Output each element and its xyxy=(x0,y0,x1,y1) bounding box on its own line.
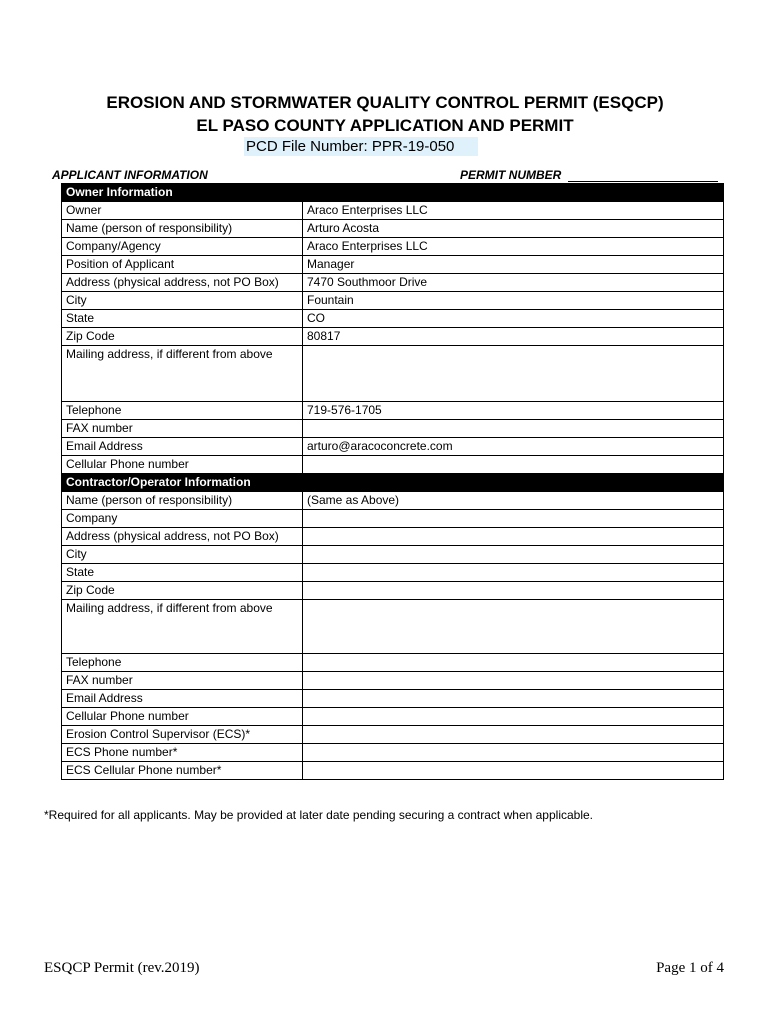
field-value[interactable] xyxy=(303,546,724,564)
field-label: Email Address xyxy=(62,438,303,456)
form-row xyxy=(62,744,724,762)
field-value[interactable] xyxy=(303,654,724,672)
field-value[interactable] xyxy=(303,510,724,528)
field-label: Address (physical address, not PO Box) xyxy=(62,274,303,292)
form-row xyxy=(62,328,724,346)
form-row xyxy=(62,346,724,402)
field-value[interactable] xyxy=(303,726,724,744)
footnote: *Required for all applicants. May be provided at later date pending securing a contract when applicable. xyxy=(44,808,593,822)
form-row xyxy=(62,456,724,474)
field-value[interactable] xyxy=(303,744,724,762)
section-header-row xyxy=(62,474,724,492)
field-label: Cellular Phone number xyxy=(62,708,303,726)
field-value[interactable]: 719-576-1705 xyxy=(303,402,724,420)
permit-number-field[interactable] xyxy=(568,181,718,182)
permit-number-label: PERMIT NUMBER xyxy=(460,168,562,182)
footer-page-number: Page 1 of 4 xyxy=(656,960,724,976)
form-row xyxy=(62,402,724,420)
field-label: Erosion Control Supervisor (ECS)* xyxy=(62,726,303,744)
field-value[interactable] xyxy=(303,564,724,582)
field-label: Zip Code xyxy=(62,582,303,600)
field-label: City xyxy=(62,292,303,310)
form-row xyxy=(62,238,724,256)
form-row xyxy=(62,672,724,690)
field-label: Mailing address, if different from above xyxy=(62,346,303,402)
form-row xyxy=(62,292,724,310)
field-value[interactable] xyxy=(303,582,724,600)
form-row xyxy=(62,256,724,274)
field-label: ECS Phone number* xyxy=(62,744,303,762)
field-value[interactable] xyxy=(303,672,724,690)
field-value[interactable]: Fountain xyxy=(303,292,724,310)
form-row xyxy=(62,762,724,780)
form-row xyxy=(62,492,724,510)
field-value[interactable]: arturo@aracoconcrete.com xyxy=(303,438,724,456)
field-value[interactable]: 80817 xyxy=(303,328,724,346)
form-row xyxy=(62,274,724,292)
contractor-section-header: Contractor/Operator Information xyxy=(62,474,724,492)
field-label: Name (person of responsibility) xyxy=(62,492,303,510)
pcd-file-number: PCD File Number: PPR-19-050 xyxy=(244,137,478,156)
field-value[interactable] xyxy=(303,600,724,654)
field-label: Address (physical address, not PO Box) xyxy=(62,528,303,546)
applicant-information-heading: APPLICANT INFORMATION xyxy=(52,168,208,182)
field-label: Email Address xyxy=(62,690,303,708)
form-row xyxy=(62,564,724,582)
field-label: FAX number xyxy=(62,420,303,438)
form-row xyxy=(62,510,724,528)
field-value[interactable]: (Same as Above) xyxy=(303,492,724,510)
field-value[interactable]: Araco Enterprises LLC xyxy=(303,202,724,220)
field-value[interactable] xyxy=(303,762,724,780)
field-label: Name (person of responsibility) xyxy=(62,220,303,238)
field-label: State xyxy=(62,310,303,328)
form-row xyxy=(62,690,724,708)
form-row xyxy=(62,726,724,744)
form-row xyxy=(62,220,724,238)
field-label: Telephone xyxy=(62,654,303,672)
form-row xyxy=(62,420,724,438)
field-label: Company/Agency xyxy=(62,238,303,256)
form-row xyxy=(62,528,724,546)
form-row xyxy=(62,582,724,600)
field-label: Zip Code xyxy=(62,328,303,346)
field-value[interactable] xyxy=(303,708,724,726)
form-row xyxy=(62,546,724,564)
field-label: FAX number xyxy=(62,672,303,690)
field-value[interactable] xyxy=(303,420,724,438)
section-header-row xyxy=(62,184,724,202)
field-label: Company xyxy=(62,510,303,528)
field-value[interactable] xyxy=(303,690,724,708)
applicant-form-table xyxy=(61,183,724,780)
document-subtitle: EL PASO COUNTY APPLICATION AND PERMIT xyxy=(196,116,574,135)
field-label: Cellular Phone number xyxy=(62,456,303,474)
field-value[interactable]: Araco Enterprises LLC xyxy=(303,238,724,256)
field-value[interactable]: Manager xyxy=(303,256,724,274)
field-value[interactable]: 7470 Southmoor Drive xyxy=(303,274,724,292)
document-title: EROSION AND STORMWATER QUALITY CONTROL PERMIT (ESQCP) xyxy=(106,93,664,112)
field-value[interactable] xyxy=(303,528,724,546)
field-value[interactable] xyxy=(303,346,724,402)
form-row xyxy=(62,310,724,328)
form-row xyxy=(62,654,724,672)
field-label: Mailing address, if different from above xyxy=(62,600,303,654)
field-label: City xyxy=(62,546,303,564)
owner-section-header: Owner Information xyxy=(62,184,724,202)
field-value[interactable]: CO xyxy=(303,310,724,328)
form-row xyxy=(62,708,724,726)
footer-form-revision: ESQCP Permit (rev.2019) xyxy=(44,960,200,976)
field-label: Telephone xyxy=(62,402,303,420)
field-label: Owner xyxy=(62,202,303,220)
field-label: Position of Applicant xyxy=(62,256,303,274)
field-value[interactable] xyxy=(303,456,724,474)
field-label: State xyxy=(62,564,303,582)
field-value[interactable]: Arturo Acosta xyxy=(303,220,724,238)
form-row xyxy=(62,202,724,220)
field-label: ECS Cellular Phone number* xyxy=(62,762,303,780)
form-row xyxy=(62,600,724,654)
form-row xyxy=(62,438,724,456)
